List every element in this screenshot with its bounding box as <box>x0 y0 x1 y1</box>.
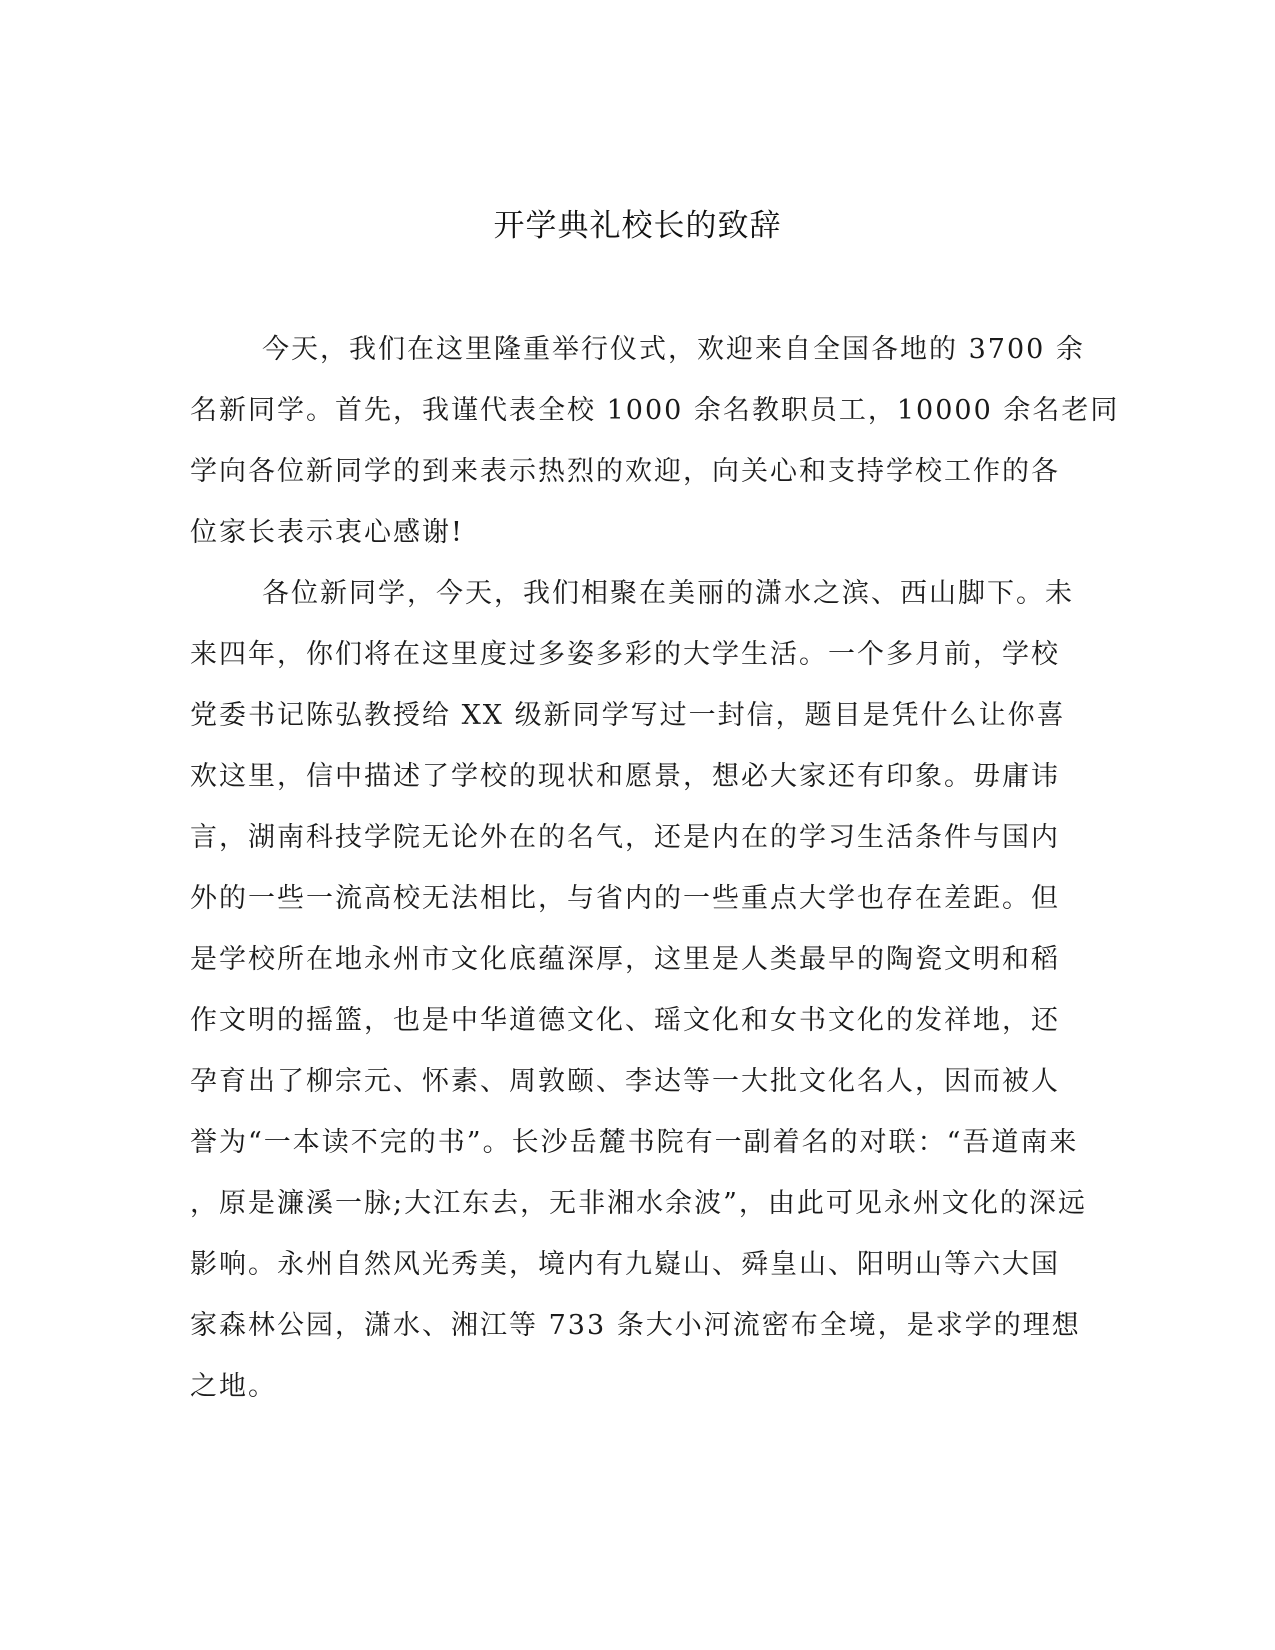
paragraph <box>190 330 1120 574</box>
paragraph <box>190 574 1087 1428</box>
text-line: 今天，我们在这里隆重举行仪式，欢迎来自全国各地的 3700 余 <box>262 334 1085 365</box>
text-line: 党委书记陈弘教授给 XX 级新同学写过一封信，题目是凭什么让你喜 <box>190 700 1066 731</box>
text-line: 各位新同学，今天，我们相聚在美丽的潇水之滨、西山脚下。未 <box>262 578 1074 609</box>
text-line: 言，湖南科技学院无论外在的名气，还是内在的学习生活条件与国内 <box>190 822 1060 853</box>
text-line: 名新同学。首先，我谨代表全校 1000 余名教职员工，10000 余名老同 <box>190 395 1120 426</box>
text-line: 学向各位新同学的到来表示热烈的欢迎，向关心和支持学校工作的各 <box>190 456 1060 487</box>
text-line: ，原是濂溪一脉;大江东去，无非湘水余波”，由此可见永州文化的深远 <box>190 1188 1087 1219</box>
text-line: 是学校所在地永州市文化底蕴深厚，这里是人类最早的陶瓷文明和稻 <box>190 944 1060 975</box>
text-line: 孕育出了柳宗元、怀素、周敦颐、李达等一大批文化名人，因而被人 <box>190 1066 1060 1097</box>
text-line: 誉为“一本读不完的书”。长沙岳麓书院有一副着名的对联：“吾道南来 <box>190 1127 1079 1158</box>
document-body <box>190 330 1120 1428</box>
text-line: 作文明的摇篮，也是中华道德文化、瑶文化和女书文化的发祥地，还 <box>190 1005 1060 1036</box>
text-line: 来四年，你们将在这里度过多姿多彩的大学生活。一个多月前，学校 <box>190 639 1060 670</box>
text-line: 位家长表示衷心感谢! <box>190 517 464 548</box>
text-line: 之地。 <box>190 1371 277 1402</box>
text-line: 家森林公园，潇水、湘江等 733 条大小河流密布全境，是求学的理想 <box>190 1310 1081 1341</box>
text-line: 欢这里，信中描述了学校的现状和愿景，想必大家还有印象。毋庸讳 <box>190 761 1060 792</box>
text-line: 外的一些一流高校无法相比，与省内的一些重点大学也存在差距。但 <box>190 883 1060 914</box>
document-title: 开学典礼校长的致辞 <box>493 208 782 244</box>
text-line: 影响。永州自然风光秀美，境内有九嶷山、舜皇山、阳明山等六大国 <box>190 1249 1060 1280</box>
